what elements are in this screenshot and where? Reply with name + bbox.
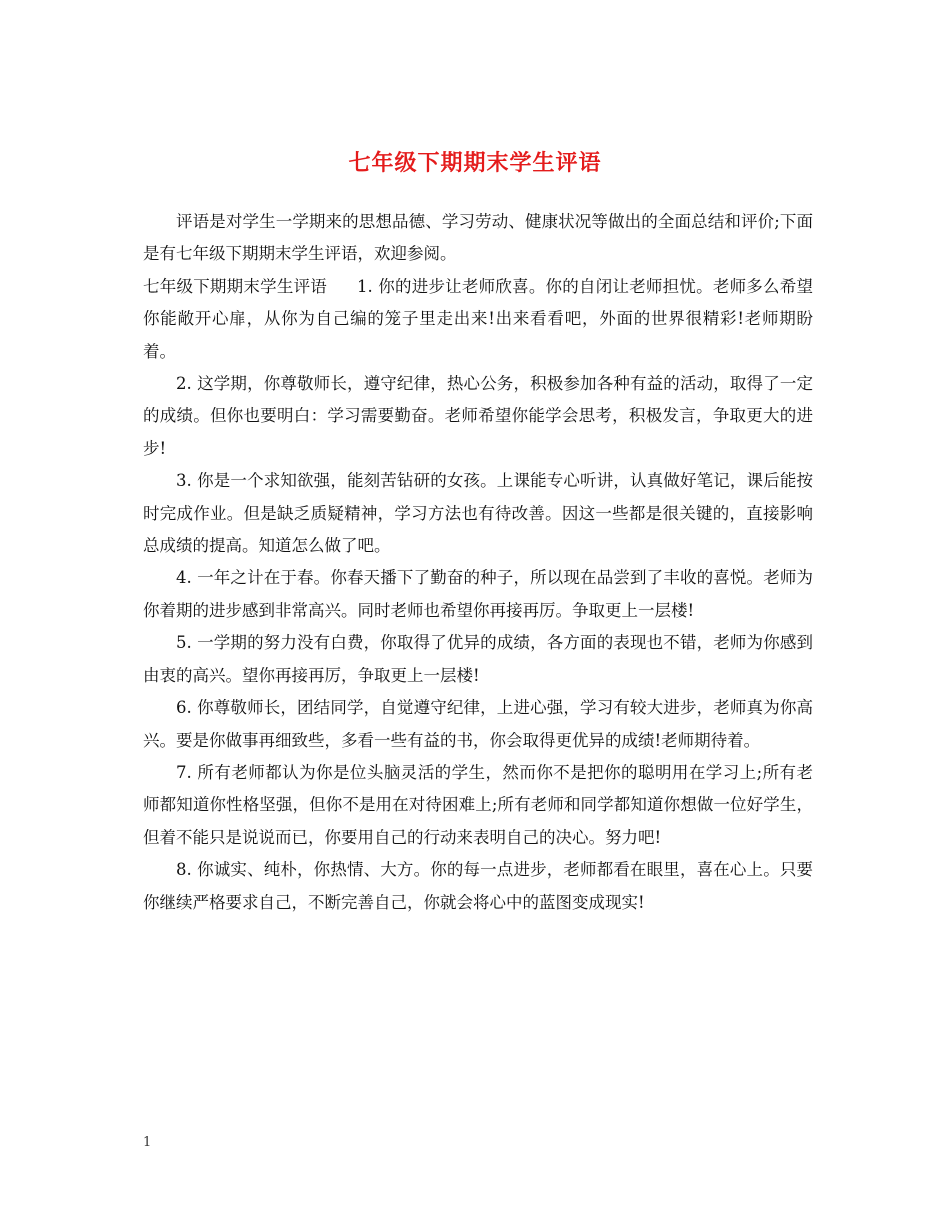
section-heading: 七年级下期期末学生评语 [143,276,328,296]
comment-item-7: 7. 所有老师都认为你是位头脑灵活的学生，然而你不是把你的聪明用在学习上;所有老师都知道你性格坚强，但你不是用在对待困难上;所有老师和同学都知道你想做一位好学生，但着不能只是说说而已，你要用自己的行动来表明自己的决心。努力吧! [143,762,813,847]
comment-item-3: 3. 你是一个求知欲强，能刻苦钻研的女孩。上课能专心听讲，认真做好笔记，课后能按时完成作业。但是缺乏质疑精神，学习方法也有待改善。因这一些都是很关键的，直接影响总成绩的提高。知道怎么做了吧。 [143,471,813,556]
document-body [143,206,813,919]
comment-item-2: 2. 这学期，你尊敬师长，遵守纪律，热心公务，积极参加各种有益的活动，取得了一定的成绩。但你也要明白：学习需要勤奋。老师希望你能学会思考，积极发言，争取更大的进步! [143,374,813,458]
first-comment-paragraph [143,271,813,368]
comment-item-8: 8. 你诚实、纯朴，你热情、大方。你的每一点进步，老师都看在眼里，喜在心上。只要你继续严格要求自己，不断完善自己，你就会将心中的蓝图变成现实! [143,860,813,912]
page-number: 1 [143,1135,152,1150]
comment-item-1: 1. 你的进步让老师欣喜。你的自闭让老师担忧。老师多么希望你能敞开心扉，从你为自己编的笼子里走出来!出来看看吧，外面的世界很精彩!老师期盼着。 [143,276,813,361]
comment-item-6: 6. 你尊敬师长，团结同学，自觉遵守纪律，上进心强，学习有较大进步，老师真为你高兴。要是你做事再细致些，多看一些有益的书，你会取得更优异的成绩!老师期待着。 [143,698,813,750]
intro-paragraph: 评语是对学生一学期来的思想品德、学习劳动、健康状况等做出的全面总结和评价;下面是有七年级下期期末学生评语，欢迎参阅。 [143,212,813,264]
comment-item-4: 4. 一年之计在于春。你春天播下了勤奋的种子，所以现在品尝到了丰收的喜悦。老师为你着期的进步感到非常高兴。同时老师也希望你再接再厉。争取更上一层楼! [143,568,813,620]
document-title: 七年级下期期末学生评语 [348,149,602,176]
comment-item-5: 5. 一学期的努力没有白费，你取得了优异的成绩，各方面的表现也不错，老师为你感到由衷的高兴。望你再接再厉，争取更上一层楼! [143,633,813,685]
